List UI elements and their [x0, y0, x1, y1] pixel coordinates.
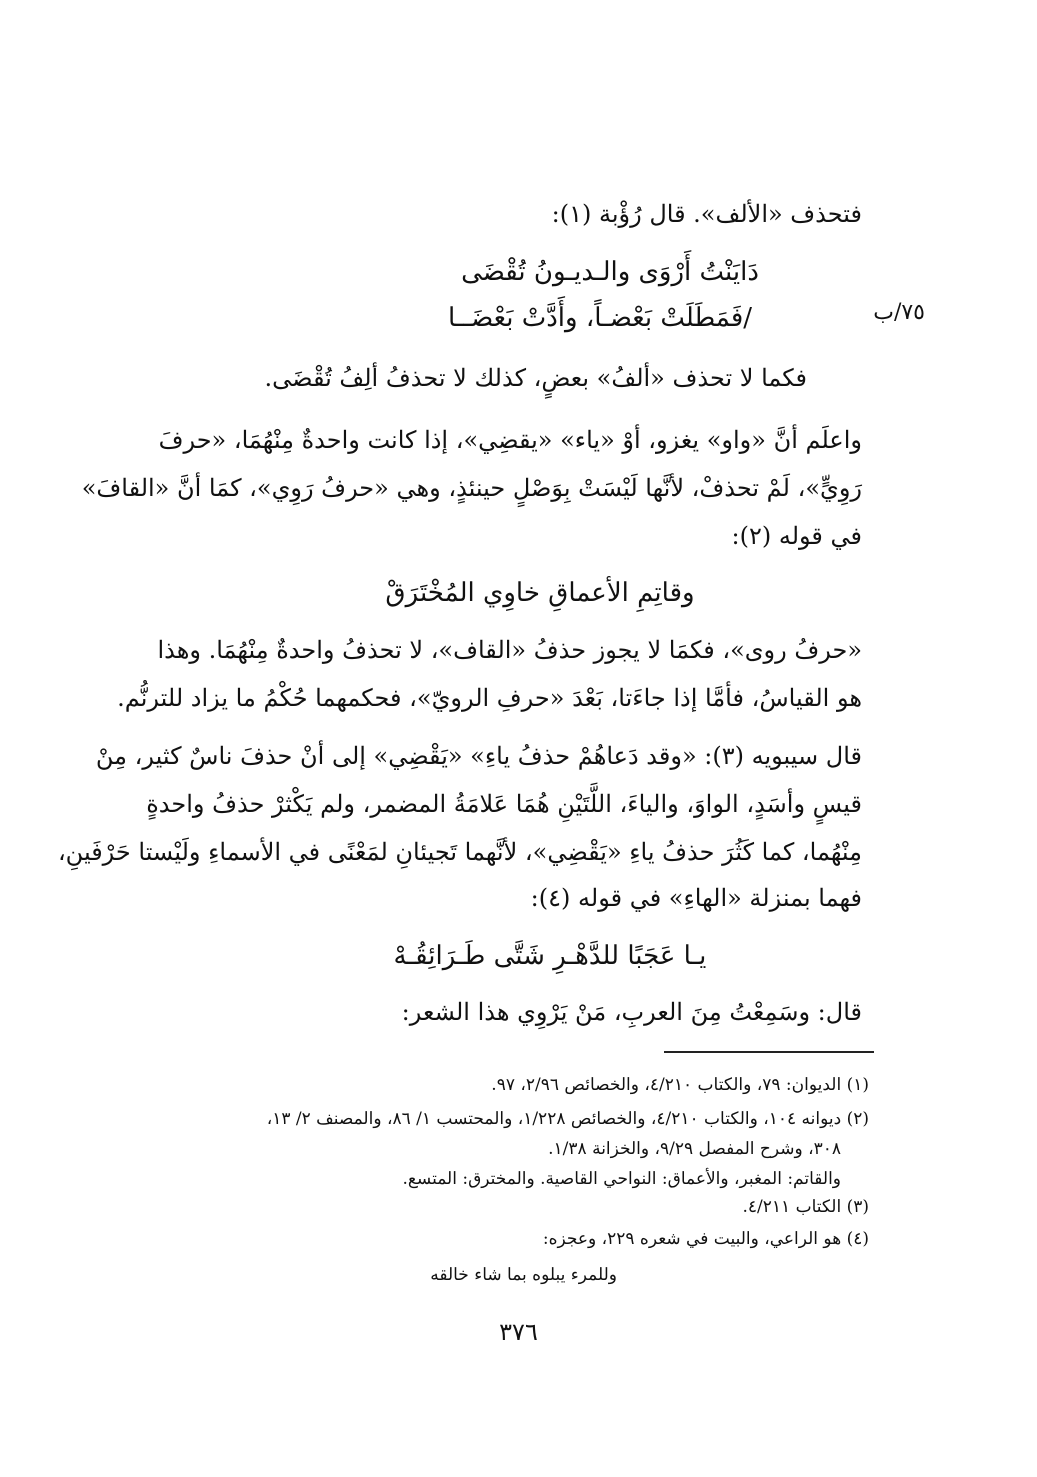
footnote-separator: [664, 1051, 874, 1053]
paragraph-2-line-1: واعلَم أنَّ «واو» يغزو، أوْ «ياء» «يقضِي»، إذا كانت واحدةٌ مِنْهُمَا، «حرفَ: [158, 426, 862, 454]
intro-line: فتحذف «الألف». قال رُؤْبة (١):: [551, 200, 862, 228]
footnote-2-line-2: ٣٠٨، وشرح المفصل ٩/٢٩، والخزانة ١/٣٨.: [548, 1139, 841, 1159]
paragraph-2-line-3: في قوله (٢):: [731, 522, 862, 550]
paragraph-4-line-2: قيسٍ وأسَدٍ، الواوَ، والياءَ، اللَّتَيْنِ هُمَا عَلامَةُ المضمر، ولم يَكْثرْ حذفُ واحدةٍ: [146, 790, 862, 818]
verse-1-hemistich-1: دَايَنْتُ أَرْوَى والـديـونُ تُقْضَى: [461, 257, 759, 287]
verse-2: وقاتِمِ الأعماقِ خاوِي المُخْتَرَقْ: [385, 578, 695, 608]
paragraph-4-line-1: قال سيبويه (٣): «وقد دَعاهُمْ حذفُ ياءِ» «يَقْضِي» إلى أنْ حذفَ ناسٌ كثير، مِنْ: [95, 742, 862, 770]
paragraph-2-line-2: رَوِيٍّ»، لَمْ تحذفْ، لأنَّها لَيْسَتْ بِوَصْلٍ حينئذٍ، وهي «حرفُ رَوِي»، كمَا أنَّ «القافَ»: [81, 474, 862, 502]
paragraph-4-line-4: فهما بمنزلة «الهاءِ» في قوله (٤):: [530, 884, 862, 912]
footnote-4-line-1: (٤) هو الراعي، والبيت في شعره ٢٢٩، وعجزه:: [542, 1229, 869, 1249]
footnote-2-line-1: (٢) ديوانه ١٠٤، والكتاب ٤/٢١٠، والخصائص ١/٢٢٨، والمحتسب ١/ ٨٦، والمصنف ٢/ ١٣،: [266, 1109, 869, 1129]
page-number: ٣٧٦: [499, 1318, 538, 1346]
footnote-2-gloss: والقاتم: المغبر، والأعماق: النواحي القاصية. والمخترق: المتسع.: [402, 1169, 841, 1189]
paragraph-4-line-3: مِنْهُما، كما كَثُرَ حذفُ ياءِ «يَقْضِي»، لأنَّهما تَجيئانِ لمَعْنًى في الأسماءِ ولَيْستا حَرْفَينِ،: [57, 838, 862, 866]
footnote-3: (٣) الكتاب ٤/٢١١.: [742, 1197, 869, 1217]
paragraph-5: قال: وسَمِعْتُ مِنَ العربِ، مَنْ يَرْوِي هذا الشعر:: [401, 998, 862, 1026]
footnote-1: (١) الديوان: ٧٩، والكتاب ٤/٢١٠، والخصائص ٢/٩٦، ٩٧.: [491, 1075, 869, 1095]
verse-3: يـا عَجَبًا للدَّهْـرِ شَتَّى طَـرَائِقُـهْ: [393, 941, 707, 971]
paragraph-3-line-1: «حرفُ روى»، فكمَا لا يجوز حذفُ «القاف»، لا تحذفُ واحدةٌ مِنْهُمَا. وهذا: [157, 636, 862, 664]
verse-1-hemistich-2: /فَمَطَلَتْ بَعْضـاً، وأَدَّتْ بَعْضَــا: [447, 303, 753, 333]
footnote-4-verse: وللمرء يبلوه بما شاء خالقه: [430, 1265, 617, 1285]
folio-margin-note: ٧٥/ب: [873, 300, 925, 325]
paragraph-3-line-2: هو القياسُ، فأمَّا إذا جاءَتا، بَعْدَ «حرفِ الرويّ»، فحكمهما حُكْمُ ما يزاد للترنُّم.: [117, 684, 862, 712]
paragraph-1: فكما لا تحذف «ألفُ» بعضٍ، كذلك لا تحذفُ ألِفُ تُقْضَى.: [264, 364, 807, 392]
